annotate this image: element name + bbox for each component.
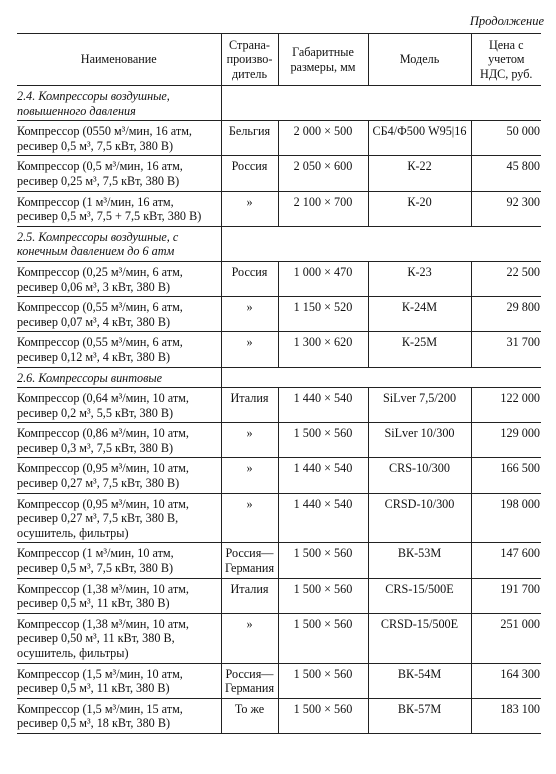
cell-model: ВК-54М [368,663,471,698]
cell-dimensions: 1 500 × 560 [278,578,368,613]
cell-price: 45 800 [471,156,541,191]
cell-model: К-22 [368,156,471,191]
cell-price: 92 300 [471,191,541,226]
cell-dimensions: 1 500 × 560 [278,663,368,698]
cell-price: 22 500 [471,261,541,296]
header-country: Страна-произво-дитель [221,34,278,86]
table-row [17,156,541,191]
cell-country: Бельгия [221,121,278,156]
cell-name: Компрессор (0,95 м³/мин, 10 атм, ресивер 0,27 м³, 7,5 кВт, 380 В, осушитель, фильтры) [17,493,221,543]
cell-name: Компрессор (0,64 м³/мин, 10 атм, ресивер 0,2 м³, 5,5 кВт, 380 В) [17,388,221,423]
cell-dimensions: 1 500 × 560 [278,698,368,733]
section-title-row [17,226,541,261]
cell-price: 122 000 [471,388,541,423]
cell-model: К-23 [368,261,471,296]
cell-price: 191 700 [471,578,541,613]
cell-dimensions: 1 500 × 560 [278,613,368,663]
section-title-row [17,86,541,121]
cell-name: Компрессор (0,25 м³/мин, 6 атм, ресивер 0,06 м³, 3 кВт, 380 В) [17,261,221,296]
cell-country: Россия [221,261,278,296]
section-title: 2.5. Компрессоры воздушные, с конечным давлением до 6 атм [17,226,221,261]
cell-dimensions: 2 050 × 600 [278,156,368,191]
cell-price: 147 600 [471,543,541,578]
table-row [17,493,541,543]
cell-model: SiLver 7,5/200 [368,388,471,423]
cell-country: Россия [221,156,278,191]
cell-dimensions: 1 500 × 560 [278,543,368,578]
table-row [17,297,541,332]
table-row [17,423,541,458]
cell-price: 31 700 [471,332,541,367]
continued-label: Продолжение [469,14,544,28]
cell-model: CRS-15/500E [368,578,471,613]
cell-model: SiLver 10/300 [368,423,471,458]
cell-country: Италия [221,388,278,423]
table-row [17,613,541,663]
header-price: Цена с учетом НДС, руб. [471,34,541,86]
cell-country: » [221,191,278,226]
cell-country: Россия—Германия [221,543,278,578]
table-row [17,121,541,156]
cell-name: Компрессор (1,38 м³/мин, 10 атм, ресивер 0,5 м³, 11 кВт, 380 В) [17,578,221,613]
table-row [17,698,541,733]
cell-country: » [221,613,278,663]
table-row [17,191,541,226]
header-name: Наименование [17,34,221,86]
section-filler [221,86,541,121]
cell-country: Россия—Германия [221,663,278,698]
table-body [17,86,541,734]
cell-dimensions: 1 440 × 540 [278,493,368,543]
section-title: 2.6. Компрессоры винтовые [17,367,221,388]
cell-model: К-25М [368,332,471,367]
cell-country: » [221,493,278,543]
cell-price: 129 000 [471,423,541,458]
cell-model: ВК-53М [368,543,471,578]
cell-name: Компрессор (0,86 м³/мин, 10 атм, ресивер 0,3 м³, 7,5 кВт, 380 В) [17,423,221,458]
cell-price: 166 500 [471,458,541,493]
cell-name: Компрессор (1,5 м³/мин, 15 атм, ресивер 0,5 м³, 18 кВт, 380 В) [17,698,221,733]
header-dimensions: Габаритные размеры, мм [278,34,368,86]
cell-price: 50 000 [471,121,541,156]
cell-dimensions: 1 150 × 520 [278,297,368,332]
cell-name: Компрессор (0,55 м³/мин, 6 атм, ресивер 0,07 м³, 4 кВт, 380 В) [17,297,221,332]
cell-dimensions: 2 000 × 500 [278,121,368,156]
table-header-row [17,34,541,86]
cell-country: » [221,423,278,458]
cell-price: 164 300 [471,663,541,698]
table-row [17,458,541,493]
cell-name: Компрессор (1,5 м³/мин, 10 атм, ресивер 0,5 м³, 11 кВт, 380 В) [17,663,221,698]
table-row [17,578,541,613]
cell-dimensions: 1 440 × 540 [278,388,368,423]
cell-name: Компрессор (0550 м³/мин, 16 атм, ресивер 0,5 м³, 7,5 кВт, 380 В) [17,121,221,156]
cell-country: Италия [221,578,278,613]
cell-name: Компрессор (1 м³/мин, 16 атм, ресивер 0,5 м³, 7,5 + 7,5 кВт, 380 В) [17,191,221,226]
section-filler [221,226,541,261]
section-title: 2.4. Компрессоры воздушные, повышенного давления [17,86,221,121]
cell-model: CRSD-15/500E [368,613,471,663]
cell-model: CRSD-10/300 [368,493,471,543]
cell-country: » [221,458,278,493]
table-row [17,261,541,296]
table-row [17,543,541,578]
cell-name: Компрессор (1,38 м³/мин, 10 атм, ресивер 0,50 м³, 11 кВт, 380 В, осушитель, фильтры) [17,613,221,663]
cell-model: СБ4/Ф500 W95|16 [368,121,471,156]
table-row [17,332,541,367]
section-title-row [17,367,541,388]
cell-dimensions: 1 500 × 560 [278,423,368,458]
cell-dimensions: 1 000 × 470 [278,261,368,296]
cell-model: К-24М [368,297,471,332]
cell-model: CRS-10/300 [368,458,471,493]
table-row [17,663,541,698]
section-filler [221,367,541,388]
price-table [17,33,541,734]
cell-price: 251 000 [471,613,541,663]
cell-country: » [221,297,278,332]
cell-price: 198 000 [471,493,541,543]
cell-model: ВК-57М [368,698,471,733]
cell-price: 183 100 [471,698,541,733]
cell-country: » [221,332,278,367]
cell-dimensions: 2 100 × 700 [278,191,368,226]
cell-dimensions: 1 440 × 540 [278,458,368,493]
header-model: Модель [368,34,471,86]
cell-name: Компрессор (0,95 м³/мин, 10 атм, ресивер 0,27 м³, 7,5 кВт, 380 В) [17,458,221,493]
table-row [17,388,541,423]
cell-name: Компрессор (1 м³/мин, 10 атм, ресивер 0,5 м³, 7,5 кВт, 380 В) [17,543,221,578]
cell-name: Компрессор (0,55 м³/мин, 6 атм, ресивер 0,12 м³, 4 кВт, 380 В) [17,332,221,367]
cell-price: 29 800 [471,297,541,332]
cell-country: То же [221,698,278,733]
cell-name: Компрессор (0,5 м³/мин, 16 атм, ресивер 0,25 м³, 7,5 кВт, 380 В) [17,156,221,191]
cell-model: К-20 [368,191,471,226]
cell-dimensions: 1 300 × 620 [278,332,368,367]
